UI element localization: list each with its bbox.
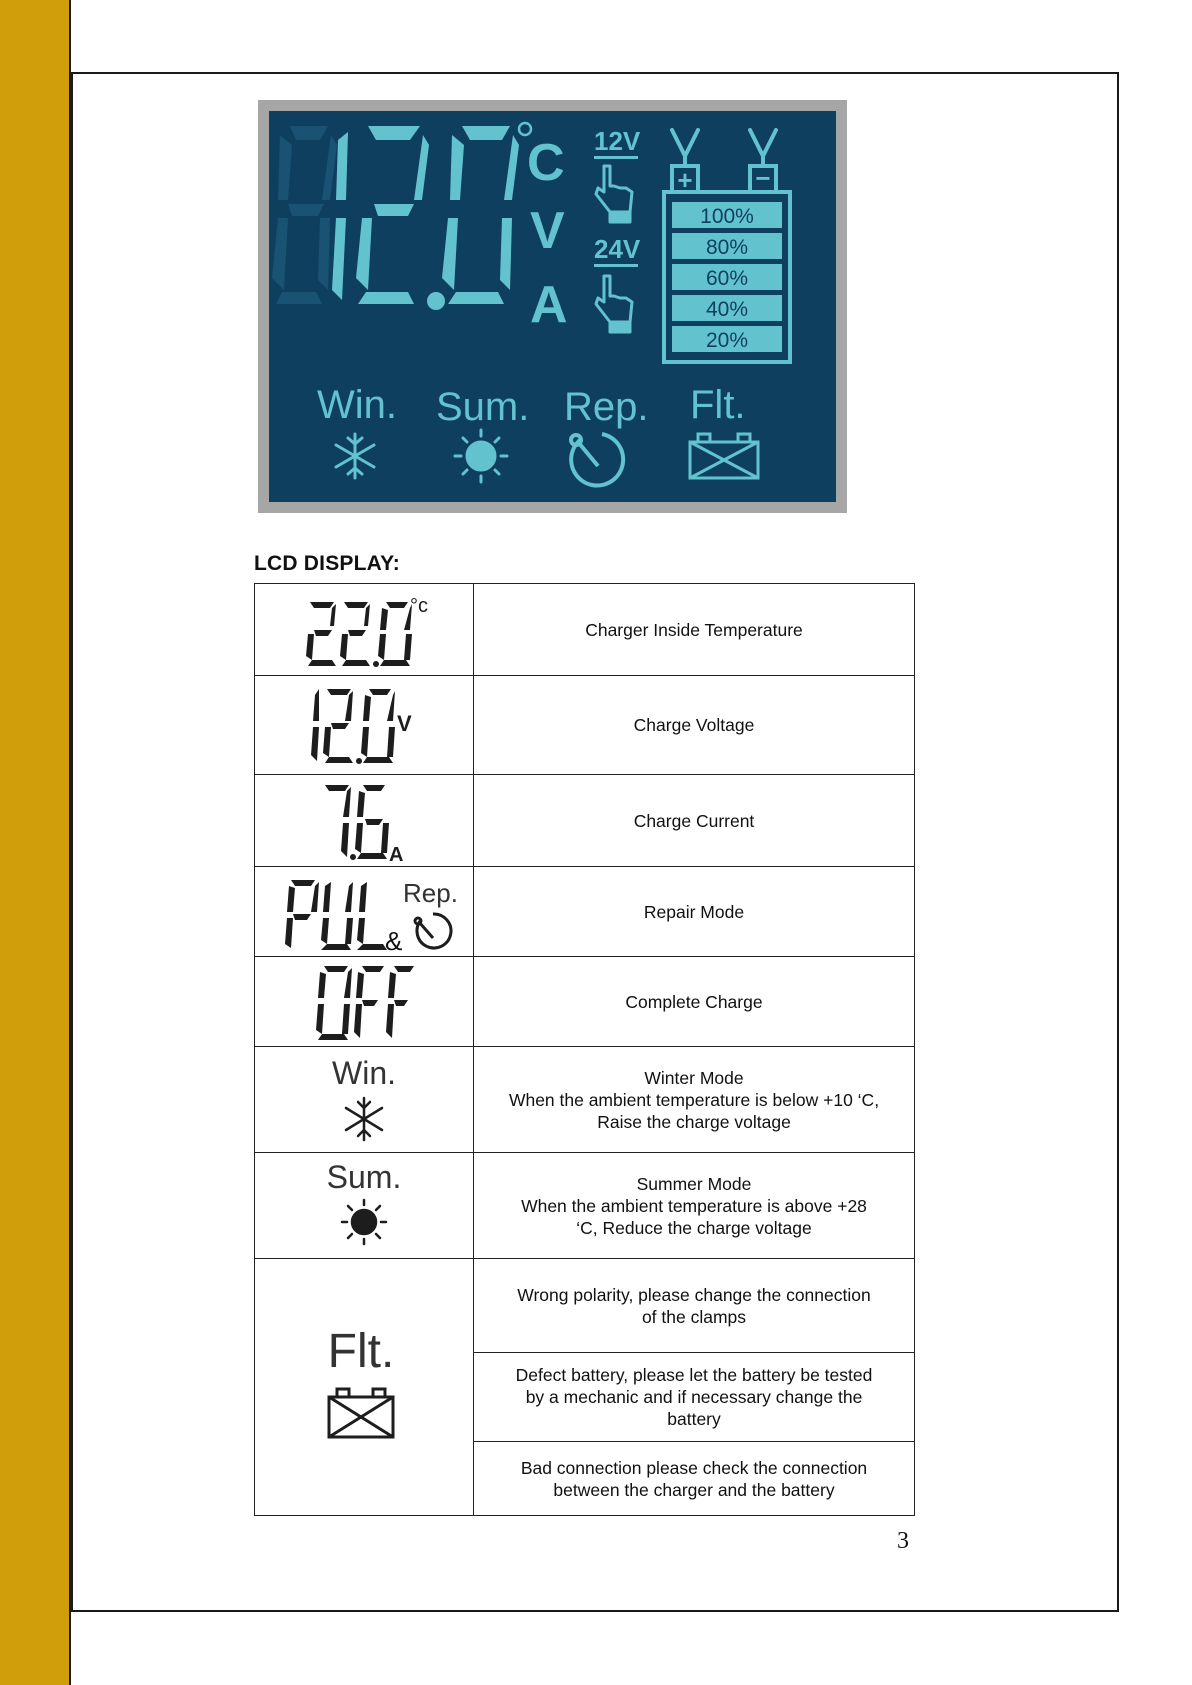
voltage-symbol-cell — [255, 676, 474, 775]
defect-line: Defect battery, please let the battery be tested — [515, 1365, 873, 1385]
polarity-description — [474, 1259, 915, 1353]
lcd-decimal-point — [427, 292, 445, 310]
flt-label: Flt. — [327, 1325, 395, 1378]
table-row — [255, 775, 915, 867]
current-symbol-cell — [255, 775, 474, 867]
table-row — [255, 584, 915, 676]
voltage-description: Charge Voltage — [474, 676, 915, 775]
complete-description: Complete Charge — [474, 957, 915, 1047]
wrench-icon — [415, 913, 451, 947]
lcd-24v-underline — [594, 264, 638, 267]
lcd-unit-volt: V — [530, 202, 565, 260]
winter-detail-line: When the ambient temperature is below +10 ‘C, — [508, 1089, 880, 1110]
segment-display-off-icon — [314, 960, 414, 1044]
segment-display-22-icon — [304, 590, 428, 670]
battery-fault-icon — [329, 1389, 393, 1437]
defect-description — [474, 1353, 915, 1442]
lcd-mode-rep: Rep. — [564, 385, 649, 429]
battery-level-label: 100% — [700, 205, 754, 228]
unit-amp-label: A — [389, 843, 404, 866]
lcd-label-24v: 24V — [594, 234, 641, 264]
winter-title: Winter Mode — [644, 1067, 744, 1088]
lcd-unit-amp: A — [530, 276, 568, 334]
summer-detail-line: ‘C, Reduce the charge voltage — [576, 1217, 812, 1238]
minus-terminal-sign: − — [755, 163, 771, 193]
temperature-symbol-cell — [255, 584, 474, 676]
defect-line: battery — [667, 1409, 721, 1429]
winter-description — [474, 1047, 915, 1153]
table-row — [255, 1259, 915, 1353]
fault-symbol-cell — [255, 1259, 474, 1516]
battery-level-label: 60% — [705, 267, 749, 290]
fault-symbol — [299, 1317, 429, 1457]
defect-line: by a mechanic and if necessary change the — [525, 1387, 863, 1407]
lcd-label-12v: 12V — [594, 126, 641, 156]
win-label: Win. — [332, 1054, 396, 1091]
lcd-legend-table — [254, 583, 915, 1516]
repair-description: Repair Mode — [474, 867, 915, 957]
current-description: Charge Current — [474, 775, 915, 867]
repair-symbol-cell — [255, 867, 474, 957]
table-row — [255, 867, 915, 957]
side-color-band — [0, 0, 71, 1685]
winter-detail-line: Raise the charge voltage — [597, 1111, 791, 1132]
complete-symbol-cell — [255, 957, 474, 1047]
polarity-line: of the clamps — [641, 1306, 747, 1327]
section-title: LCD DISPLAY: — [254, 552, 400, 575]
battery-level-label: 40% — [705, 298, 749, 321]
segment-display-12-icon — [309, 683, 419, 767]
lcd-mode-win: Win. — [317, 383, 397, 427]
winter-symbol-cell — [255, 1047, 474, 1153]
summer-symbol — [304, 1158, 424, 1254]
winter-symbol — [304, 1052, 424, 1148]
summer-title: Summer Mode — [636, 1173, 752, 1194]
polarity-line: Wrong polarity, please change the connection — [517, 1284, 871, 1305]
battery-level-label: 80% — [705, 236, 749, 259]
lcd-mode-flt: Flt. — [690, 383, 746, 427]
lcd-mode-sum: Sum. — [436, 385, 530, 429]
lcd-screen — [258, 100, 847, 513]
lcd-unit-celsius: C — [527, 134, 565, 192]
table-row — [255, 1047, 915, 1153]
snowflake-icon — [346, 1098, 382, 1140]
connection-line: between the charger and the battery — [553, 1479, 835, 1500]
unit-volt-label: V — [397, 711, 412, 736]
connection-description — [474, 1442, 915, 1516]
lcd-12v-underline — [594, 156, 638, 159]
summer-description — [474, 1153, 915, 1259]
lcd-illustration — [258, 100, 847, 513]
table-row — [255, 957, 915, 1047]
connection-line: Bad connection please check the connection — [520, 1457, 868, 1478]
rep-label: Rep. — [403, 877, 458, 908]
segment-display-7-6-icon — [319, 779, 409, 866]
unit-celsius-label: °c — [410, 594, 428, 617]
table-row — [255, 1153, 915, 1259]
battery-level-label: 20% — [705, 329, 749, 352]
summer-detail-line: When the ambient temperature is above +28 — [521, 1195, 867, 1216]
table-row — [255, 676, 915, 775]
summer-symbol-cell — [255, 1153, 474, 1259]
sun-icon — [342, 1200, 386, 1244]
plus-terminal-sign: + — [677, 165, 693, 195]
battery-level-bars — [672, 202, 782, 352]
segment-display-pul-icon — [269, 870, 459, 954]
temperature-description: Charger Inside Temperature — [474, 584, 915, 676]
page-number: 3 — [897, 1528, 909, 1554]
sum-label: Sum. — [326, 1158, 402, 1195]
ampersand-label: & — [385, 925, 403, 956]
